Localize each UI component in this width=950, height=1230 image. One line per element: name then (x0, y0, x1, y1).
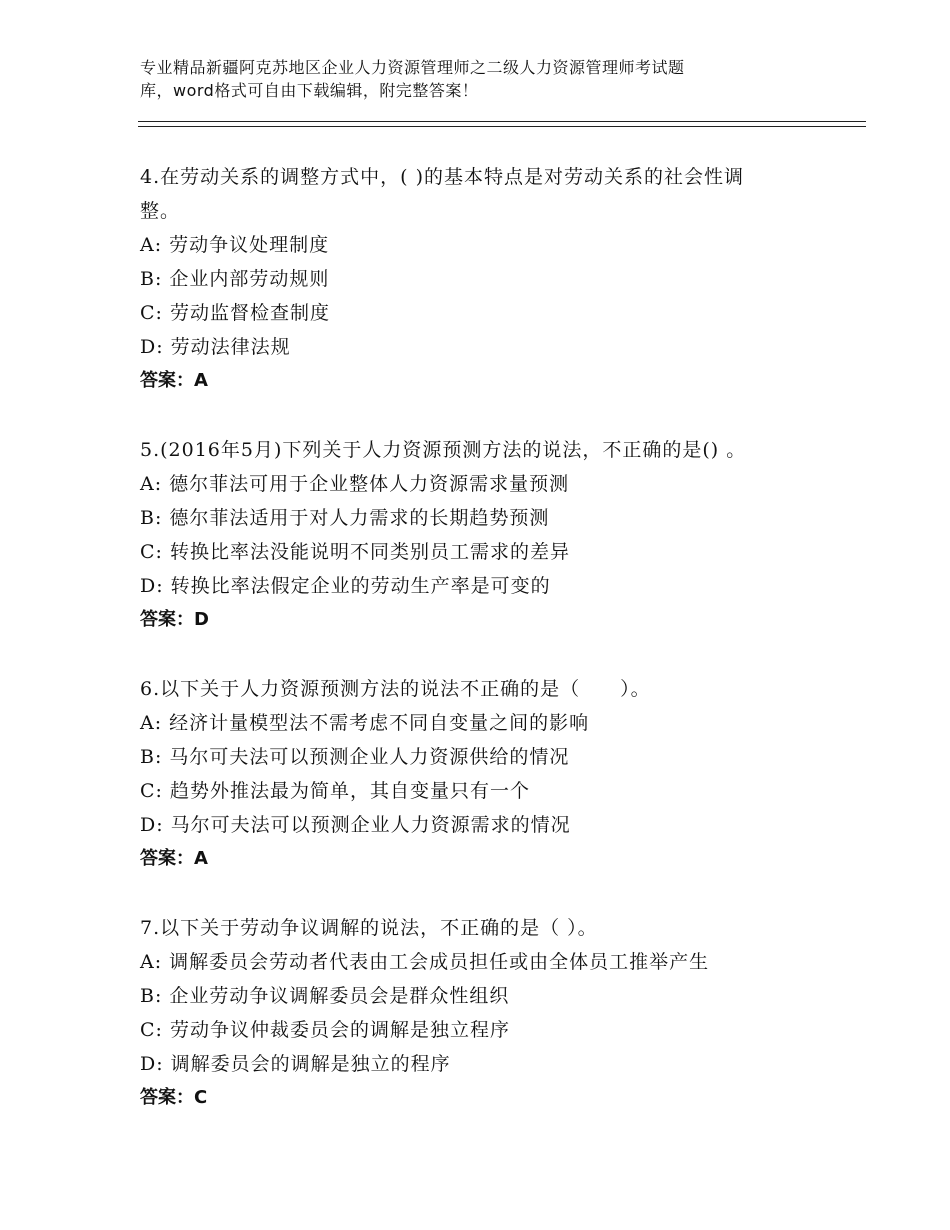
option-c: C: 趋势外推法最为简单，其自变量只有一个 (140, 780, 530, 802)
option-b: B: 企业内部劳动规则 (140, 268, 330, 290)
header-line-1: 专业精品新疆阿克苏地区企业人力资源管理师之二级人力资源管理师考试题 (140, 58, 685, 77)
header-divider (138, 121, 866, 127)
option-d: D: 转换比率法假定企业的劳动生产率是可变的 (140, 575, 551, 597)
option-d: D: 马尔可夫法可以预测企业人力资源需求的情况 (140, 814, 571, 836)
option-b: B: 马尔可夫法可以预测企业人力资源供给的情况 (140, 746, 570, 768)
question-list (140, 160, 820, 1150)
question-stem: 4.在劳动关系的调整方式中，( )的基本特点是对劳动关系的社会性调 (140, 166, 744, 188)
answer-label: 答案：A (140, 370, 208, 391)
question-6 (140, 672, 820, 876)
document-header (140, 56, 840, 102)
question-stem-continued: 整。 (140, 200, 181, 222)
option-a: A: 经济计量模型法不需考虑不同自变量之间的影响 (140, 712, 590, 734)
question-stem: 5.(2016年5月)下列关于人力资源预测方法的说法，不正确的是() 。 (140, 439, 747, 461)
question-stem: 7.以下关于劳动争议调解的说法，不正确的是（ ）。 (140, 917, 598, 939)
option-c: C: 劳动争议仲裁委员会的调解是独立程序 (140, 1019, 510, 1041)
answer-label: 答案：C (140, 1087, 208, 1108)
question-7 (140, 911, 820, 1115)
option-a: A: 劳动争议处理制度 (140, 234, 330, 256)
option-b: B: 德尔菲法适用于对人力需求的长期趋势预测 (140, 507, 550, 529)
question-5 (140, 433, 820, 637)
header-line-2: 库，word格式可自由下载编辑，附完整答案！ (140, 81, 479, 100)
question-4 (140, 160, 820, 398)
option-d: D: 劳动法律法规 (140, 336, 291, 358)
option-d: D: 调解委员会的调解是独立的程序 (140, 1053, 451, 1075)
option-c: C: 转换比率法没能说明不同类别员工需求的差异 (140, 541, 570, 563)
option-b: B: 企业劳动争议调解委员会是群众性组织 (140, 985, 510, 1007)
answer-label: 答案：D (140, 609, 209, 630)
option-a: A: 调解委员会劳动者代表由工会成员担任或由全体员工推举产生 (140, 951, 710, 973)
answer-label: 答案：A (140, 848, 208, 869)
option-a: A: 德尔菲法可用于企业整体人力资源需求量预测 (140, 473, 570, 495)
question-stem: 6.以下关于人力资源预测方法的说法不正确的是（ ）。 (140, 678, 651, 700)
option-c: C: 劳动监督检查制度 (140, 302, 330, 324)
